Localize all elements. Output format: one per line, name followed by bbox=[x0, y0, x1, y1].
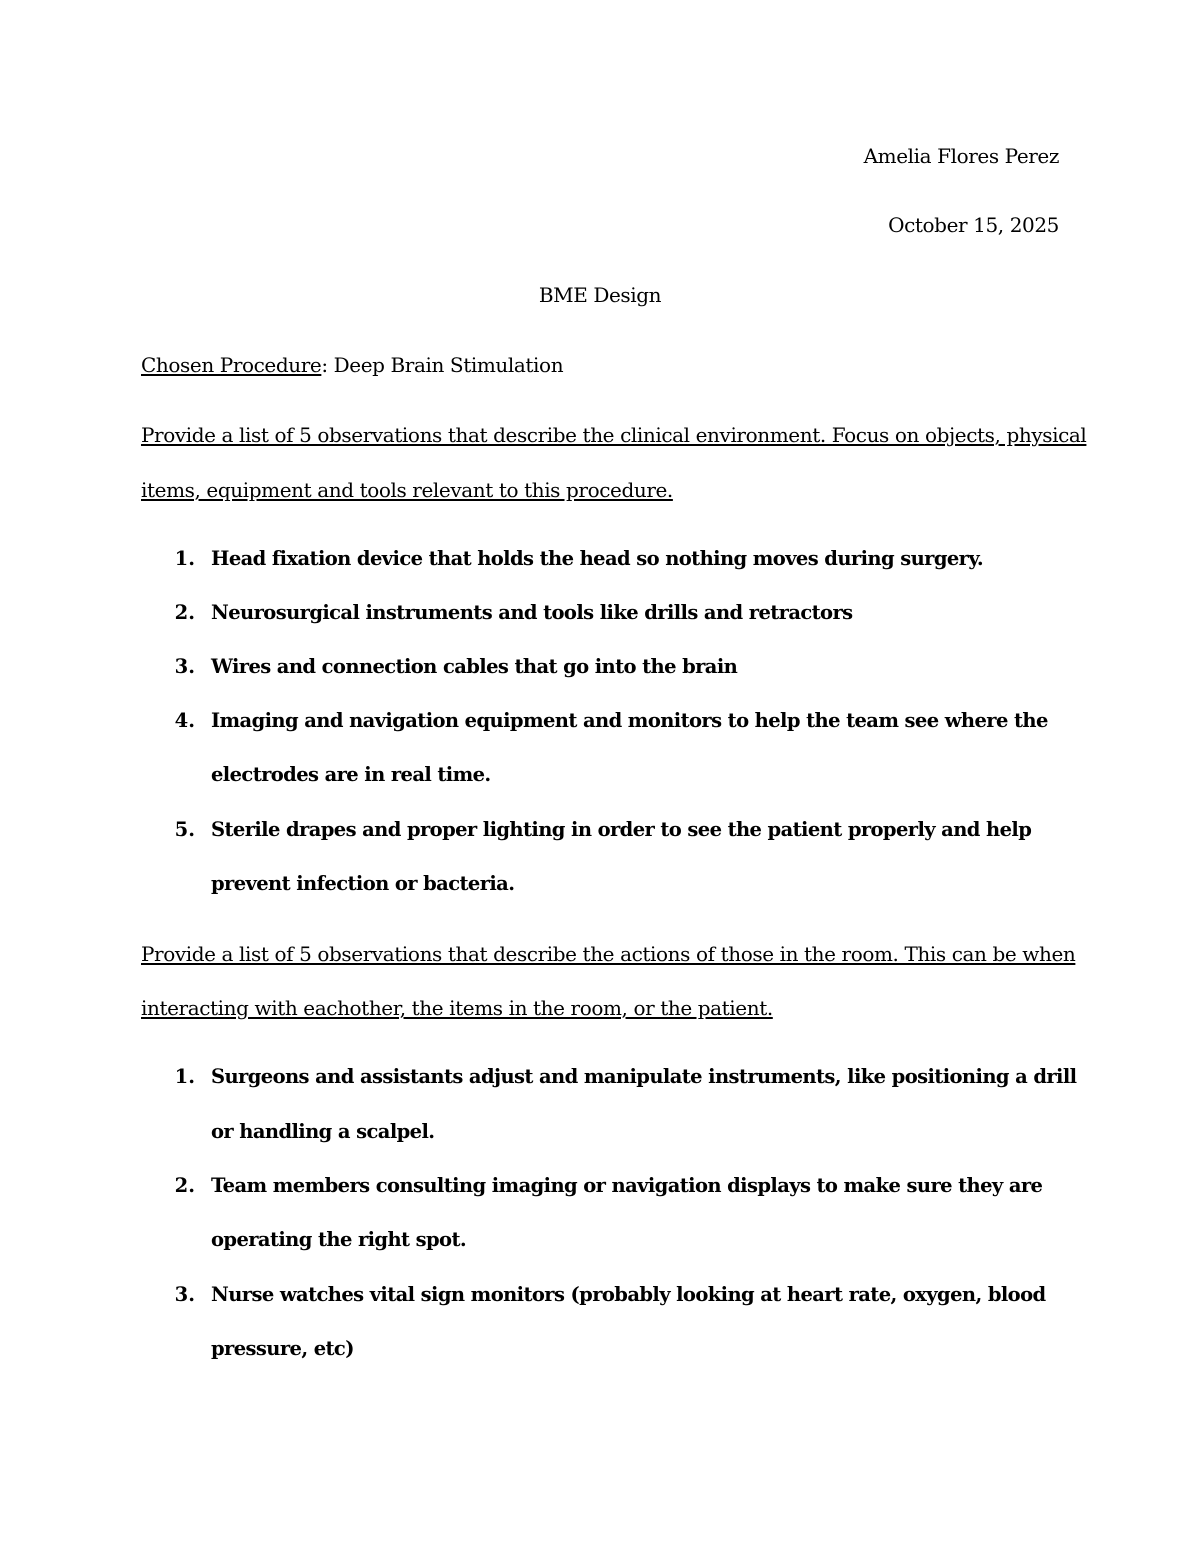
list-item-number: 5. bbox=[174, 818, 195, 841]
list-item-text-continued: operating the right spot. bbox=[211, 1228, 467, 1251]
list-item-number: 1. bbox=[174, 547, 195, 570]
list-item-text: Head fixation device that holds the head so nothing moves during surgery. bbox=[211, 547, 984, 570]
list-item-text: Surgeons and assistants adjust and manipulate instruments, like positioning a drill bbox=[211, 1065, 1077, 1088]
document-title: BME Design bbox=[538, 283, 662, 307]
list-item-text: Nurse watches vital sign monitors (probably looking at heart rate, oxygen, blood bbox=[211, 1283, 1046, 1306]
chosen-procedure bbox=[141, 353, 563, 377]
list-item-text: Team members consulting imaging or navigation displays to make sure they are bbox=[211, 1174, 1043, 1197]
list-item-number: 2. bbox=[174, 601, 195, 624]
list-item-text-continued: prevent infection or bacteria. bbox=[211, 872, 515, 895]
list-item-number: 3. bbox=[174, 1283, 195, 1306]
section2-prompt-line2: interacting with eachother, the items in the room, or the patient. bbox=[141, 996, 773, 1020]
document-date: October 15, 2025 bbox=[888, 213, 1059, 237]
list-item-text: Imaging and navigation equipment and monitors to help the team see where the bbox=[211, 709, 1048, 732]
list-item-text-continued: or handling a scalpel. bbox=[211, 1120, 435, 1143]
section1-prompt-line2: items, equipment and tools relevant to this procedure. bbox=[141, 478, 673, 502]
chosen-procedure-label: Chosen Procedure bbox=[141, 353, 322, 377]
section1-prompt-line1: Provide a list of 5 observations that describe the clinical environment. Focus on objects, physical bbox=[141, 423, 1087, 447]
list-item-number: 2. bbox=[174, 1174, 195, 1197]
list-item-text: Neurosurgical instruments and tools like drills and retractors bbox=[211, 601, 853, 624]
author-name: Amelia Flores Perez bbox=[863, 144, 1059, 168]
chosen-procedure-value: : Deep Brain Stimulation bbox=[321, 353, 564, 377]
list-item-text: Wires and connection cables that go into the brain bbox=[211, 655, 738, 678]
list-item-text: Sterile drapes and proper lighting in order to see the patient properly and help bbox=[211, 818, 1032, 841]
section2-prompt-line1: Provide a list of 5 observations that describe the actions of those in the room. This can be when bbox=[141, 942, 1076, 966]
list-item-text-continued: electrodes are in real time. bbox=[211, 763, 491, 786]
list-item-number: 3. bbox=[174, 655, 195, 678]
list-item-text-continued: pressure, etc) bbox=[211, 1337, 354, 1360]
list-item-number: 4. bbox=[174, 709, 195, 732]
list-item-number: 1. bbox=[174, 1065, 195, 1088]
